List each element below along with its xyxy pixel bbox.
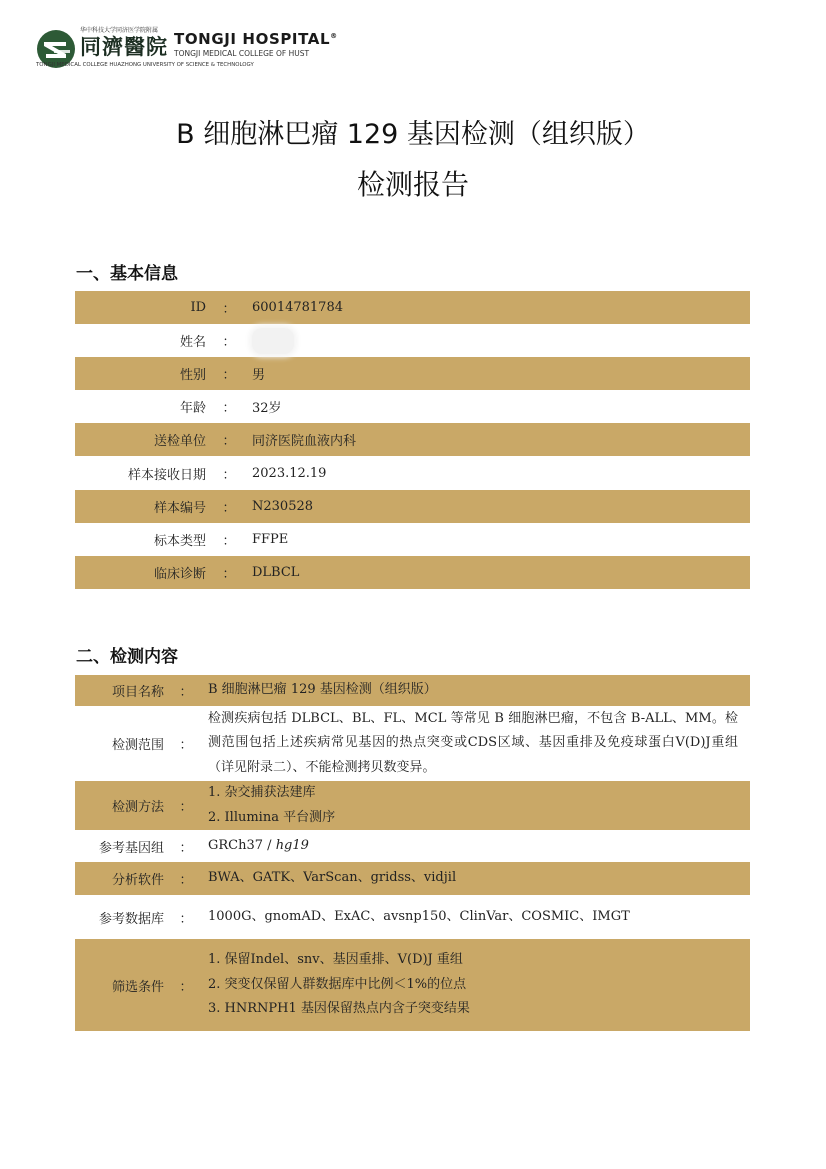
detect-value bbox=[208, 707, 750, 781]
info-colon: ： bbox=[222, 368, 236, 384]
redacted-name-blur bbox=[252, 328, 294, 354]
detect-value bbox=[208, 866, 750, 891]
info-label: 标本类型 bbox=[153, 533, 206, 549]
detect-label: 项目名称 bbox=[111, 685, 164, 700]
info-label: 性别 bbox=[179, 368, 206, 384]
detect-row-database bbox=[75, 895, 750, 939]
detect-colon: ： bbox=[179, 800, 193, 815]
detection-table bbox=[75, 675, 750, 1031]
detect-row-method bbox=[75, 781, 750, 830]
info-value: DLBCL bbox=[252, 564, 300, 580]
method-line: 2. Illumina 平台测序 bbox=[208, 809, 336, 825]
info-row-diagnosis bbox=[75, 556, 750, 589]
filter-line: 1. 保留Indel、snv、基因重排、V(D)J 重组 bbox=[208, 952, 463, 968]
detect-row-software bbox=[75, 862, 750, 895]
logo-name-cn: 同濟醫院 bbox=[80, 34, 168, 59]
detect-value bbox=[208, 948, 750, 1022]
info-colon: ： bbox=[222, 467, 236, 483]
info-row-specimen-type bbox=[75, 523, 750, 556]
info-value: 2023.12.19 bbox=[252, 465, 327, 481]
detect-label: 参考基因组 bbox=[98, 840, 164, 856]
info-value: FFPE bbox=[252, 531, 289, 547]
info-label: 样本编号 bbox=[153, 500, 206, 516]
detect-label: 参考数据库 bbox=[98, 911, 164, 927]
logo-footer-en: TONGJI MEDICAL COLLEGE HUAZHONG UNIVERSITY OF SCIENCE & TECHNOLOGY bbox=[36, 62, 254, 68]
info-label: 样本接收日期 bbox=[127, 467, 206, 483]
info-row-sample-id bbox=[75, 490, 750, 523]
info-label: 姓名 bbox=[179, 335, 206, 351]
info-colon: ： bbox=[222, 434, 236, 450]
report-subtitle: 检测报告 bbox=[356, 168, 469, 201]
logo-subtitle-cn: 华中科技大学同济医学院附属 bbox=[80, 27, 159, 34]
detect-value bbox=[208, 905, 750, 930]
detect-label: 筛选条件 bbox=[111, 979, 164, 995]
software-value: BWA、GATK、VarScan、gridss、vidjil bbox=[208, 870, 457, 886]
info-colon: ： bbox=[222, 566, 236, 582]
detect-row-genome bbox=[75, 830, 750, 862]
info-colon: ： bbox=[222, 500, 236, 516]
detect-colon: ： bbox=[179, 979, 193, 995]
info-row-department bbox=[75, 423, 750, 456]
detect-colon: ： bbox=[179, 685, 193, 700]
info-value: 男 bbox=[252, 368, 266, 384]
project-name-value: B 细胞淋巴瘤 129 基因检测（组织版） bbox=[208, 682, 437, 698]
filter-line: 2. 突变仅保留人群数据库中比例＜1%的位点 bbox=[208, 976, 467, 992]
info-label: ID bbox=[190, 300, 206, 316]
database-value: 1000G、gnomAD、ExAC、avsnp150、ClinVar、COSMIC、IMGT bbox=[208, 908, 630, 924]
genome-value: GRCh37 / hg19 bbox=[208, 837, 309, 853]
basic-info-table bbox=[75, 291, 750, 589]
detection-heading: 二、检测内容 bbox=[76, 647, 178, 667]
detect-label: 检测方法 bbox=[111, 800, 164, 815]
detect-value bbox=[208, 834, 750, 859]
info-colon: ： bbox=[222, 533, 236, 549]
info-colon: ： bbox=[222, 335, 236, 351]
info-row-receive-date bbox=[75, 456, 750, 489]
detect-value bbox=[208, 781, 750, 830]
detect-colon: ： bbox=[179, 738, 193, 753]
detect-colon: ： bbox=[179, 840, 193, 856]
info-row-name bbox=[75, 324, 750, 357]
info-row-id bbox=[75, 291, 750, 324]
basic-info-heading: 一、基本信息 bbox=[76, 264, 178, 284]
logo-name-en: TONGJI HOSPITAL® bbox=[174, 30, 338, 48]
info-row-sex bbox=[75, 357, 750, 390]
report-title: B 细胞淋巴瘤 129 基因检测（组织版） bbox=[176, 119, 650, 150]
info-label: 临床诊断 bbox=[153, 566, 206, 582]
filter-line: 3. HNRNPH1 基因保留热点内含子突变结果 bbox=[208, 1001, 470, 1017]
detect-value bbox=[208, 678, 750, 703]
info-value: N230528 bbox=[252, 498, 314, 514]
detect-label: 检测范围 bbox=[111, 738, 164, 753]
info-value: 60014781784 bbox=[252, 300, 343, 316]
logo-college-en: TONGJI MEDICAL COLLEGE OF HUST bbox=[174, 49, 310, 58]
detect-row-scope bbox=[75, 706, 750, 781]
info-colon: ： bbox=[222, 302, 236, 318]
scope-value: 检测疾病包括 DLBCL、BL、FL、MCL 等常见 B 细胞淋巴瘤，不包含 B-ALL、MM。检测范围包括上述疾病常见基因的热点突变或CDS区域、基因重排及免疫球蛋白V(D)J重组（详见附录二）、不能检测拷贝数变异。 bbox=[208, 710, 738, 775]
method-line: 1. 杂交捕获法建库 bbox=[208, 785, 316, 800]
hospital-logo bbox=[36, 26, 338, 72]
info-colon: ： bbox=[222, 401, 236, 417]
info-value-redacted bbox=[252, 328, 750, 354]
info-label: 年龄 bbox=[179, 401, 206, 417]
info-value: 同济医院血液内科 bbox=[252, 434, 357, 450]
info-value: 32岁 bbox=[252, 401, 282, 417]
info-label: 送检单位 bbox=[153, 434, 206, 450]
detect-colon: ： bbox=[179, 911, 193, 927]
detect-colon: ： bbox=[179, 873, 193, 888]
info-row-age bbox=[75, 390, 750, 423]
detect-row-project bbox=[75, 675, 750, 706]
detect-row-filter bbox=[75, 939, 750, 1031]
detect-label: 分析软件 bbox=[111, 873, 164, 888]
